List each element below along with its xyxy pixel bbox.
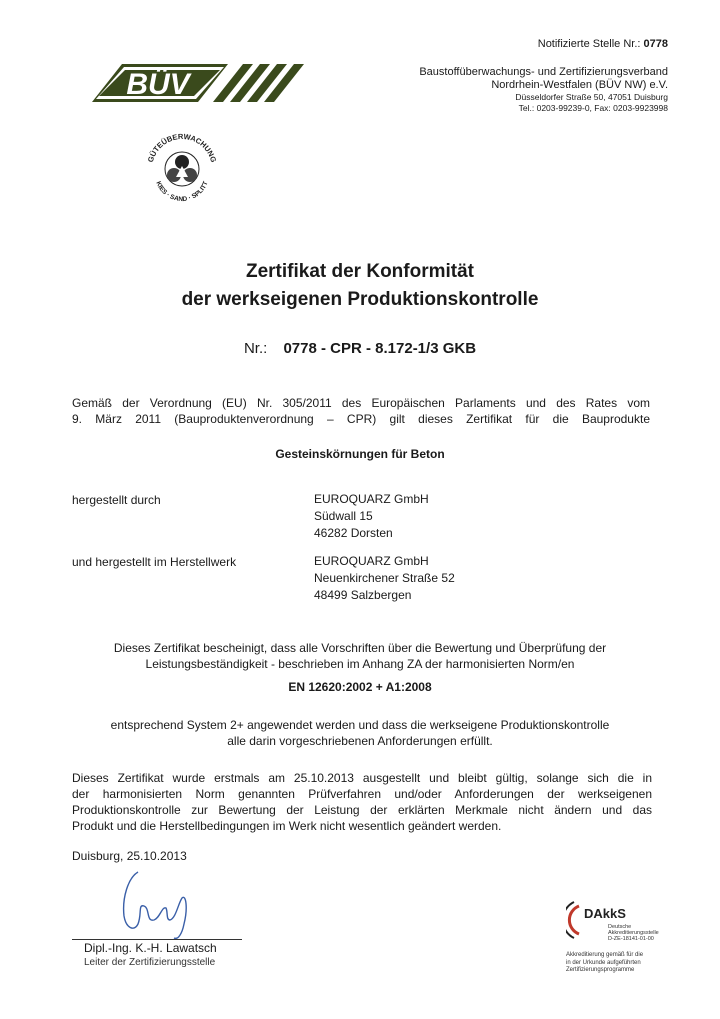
title-line1: Zertifikat der Konformität [245, 261, 475, 282]
system-line2: alle darin vorgeschriebenen Anforderungen erfüllt. [227, 734, 493, 748]
confirmation-paragraph [60, 640, 660, 672]
dakks-note2: in der Urkunde aufgeführten [566, 959, 641, 966]
notified-body [538, 38, 668, 50]
certificate-title [0, 258, 720, 314]
confirm-line1: Dieses Zertifikat bescheinigt, dass alle Vorschriften über die Bewertung und Überprüfung der [113, 641, 607, 655]
manufacturer-city: 46282 Dorsten [314, 526, 393, 540]
quality-seal [143, 130, 221, 213]
signer-role: Leiter der Zertifizierungsstelle [84, 957, 216, 968]
validity-line3: Produktionskontrolle zur Bewertung der Leistung der erklärten Merkmale nicht ändern und das [72, 803, 652, 817]
certificate-number-value: 0778 - CPR - 8.172-1/3 GKB [283, 340, 477, 357]
validity-line4: Produkt und die Herstellbedingungen im Werk nicht wesentlich geändert werden. [72, 819, 502, 833]
intro-line2: 9. März 2011 (Bauproduktenverordnung – CPR) gilt dieses Zertifikat für die Bauprodukte [72, 412, 650, 426]
dakks-note3: Zertifizierungsprogramme [566, 967, 635, 973]
org-phone: Tel.: 0203-99239-0, Fax: 0203-9923998 [518, 103, 668, 113]
notified-number: 0778 [643, 38, 668, 50]
title-line2: der werkseigenen Produktionskontrolle [181, 289, 539, 310]
plant-street: Neuenkirchener Straße 52 [314, 571, 455, 585]
signature-line [72, 939, 242, 940]
dakks-note [566, 952, 686, 975]
plant-city: 48499 Salzbergen [314, 588, 412, 602]
org-line1: Baustoffüberwachungs- und Zertifizierungsverband [419, 66, 668, 78]
org-address: Düsseldorfer Straße 50, 47051 Duisburg [515, 92, 668, 102]
place-date: Duisburg, 25.10.2013 [72, 849, 187, 863]
dakks-line2: Akkreditierungsstelle [608, 930, 659, 936]
manufacturer-address [314, 491, 429, 542]
product-name: Gesteinskörnungen für Beton [275, 447, 445, 461]
manufacturer-label: hergestellt durch [72, 493, 161, 507]
organization-block [419, 66, 668, 114]
dakks-logo [566, 898, 676, 955]
dakks-name: DAkkS [584, 906, 626, 921]
seal-text-top: GÜTEÜBERWACHUNG [145, 131, 219, 164]
plant-label: und hergestellt im Herstellwerk [72, 555, 237, 569]
certificate-number-label: Nr.: [243, 340, 268, 357]
system-line1: entsprechend System 2+ angewendet werden und dass die werkseigene Produktionskontrolle [110, 718, 610, 732]
validity-line2: der harmonisierten Norm genannten Prüfverfahren und/oder Anforderungen der werkseigenen [72, 787, 652, 801]
validity-line1: Dieses Zertifikat wurde erstmals am 25.10.2013 ausgestellt und bleibt gültig, solange sich die in [72, 771, 652, 785]
logo-text: BÜV [126, 68, 190, 101]
dakks-line1: Deutsche [608, 924, 632, 930]
dakks-note1: Akkreditierung gemäß für die [566, 952, 644, 958]
dakks-line3: D-ZE-18141-01-00 [608, 936, 654, 942]
system-paragraph [60, 717, 660, 749]
org-line2: Nordrhein-Westfalen (BÜV NW) e.V. [491, 79, 668, 91]
certificate-number [0, 340, 720, 357]
confirm-line2: Leistungsbeständigkeit - beschrieben im Anhang ZA der harmonisierten Norm/en [145, 657, 575, 671]
notified-label: Notifizierte Stelle Nr.: [537, 38, 641, 50]
seal-text-bottom: KIES · SAND · SPLITT [154, 180, 210, 204]
manufacturer-name: EUROQUARZ GmbH [314, 492, 429, 506]
signer-name: Dipl.-Ing. K.-H. Lawatsch [84, 941, 217, 955]
plant-address [314, 553, 455, 604]
intro-line1: Gemäß der Verordnung (EU) Nr. 305/2011 des Europäischen Parlaments und des Rates vom [72, 396, 650, 410]
handwritten-signature [108, 868, 198, 948]
buev-logo [78, 62, 308, 109]
plant-name: EUROQUARZ GmbH [314, 554, 429, 568]
manufacturer-street: Südwall 15 [314, 509, 373, 523]
harmonised-standard: EN 12620:2002 + A1:2008 [288, 680, 432, 694]
validity-paragraph [72, 770, 652, 834]
